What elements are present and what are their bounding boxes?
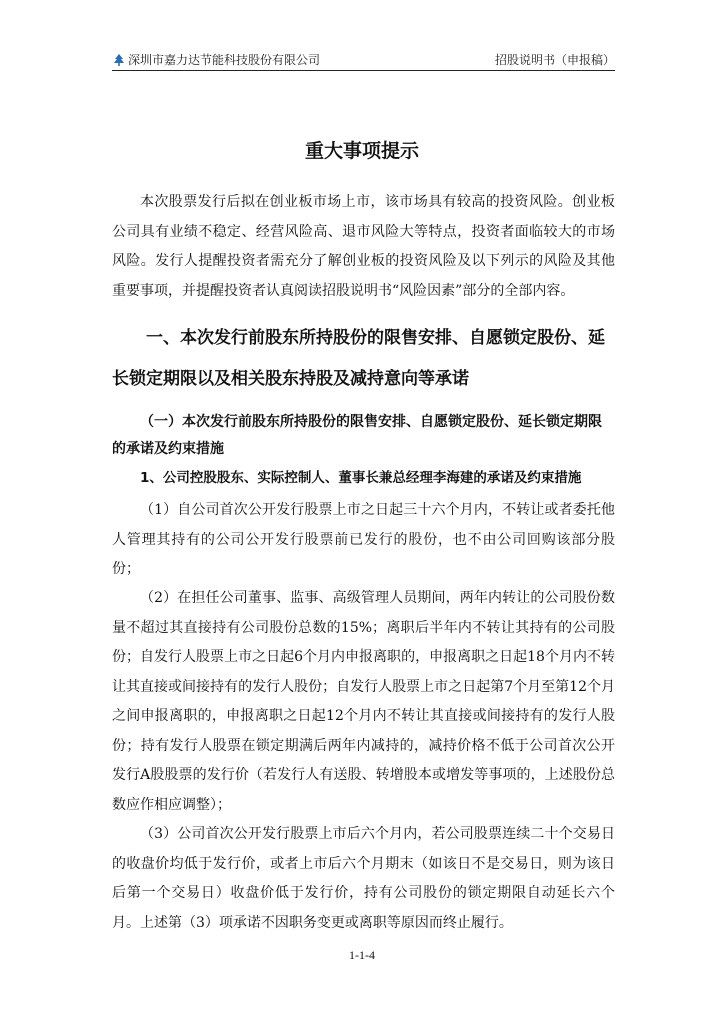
document-type: 招股说明书（申报稿）: [494, 53, 615, 67]
subsection-heading-1: （一）本次发行前股东所持股份的限售安排、自愿锁定股份、延长锁定期限的承诺及约束措施: [112, 414, 602, 457]
page-number: 1-1-4: [349, 948, 375, 962]
item-heading-1: 1、公司控股股东、实际控制人、董事长兼总经理李海建的承诺及约束措施: [140, 470, 582, 486]
commitment-paragraph-3: （3）公司首次公开发行股票上市后六个月内，若公司股票连续二十个交易日的收盘价均低于发行价，或者上市后六个月期末（如该日不是交易日，则为该日后第一个交易日）收盘价低于发行价，持有公司股份的锁定期限自动延长六个月。上述第（3）项承诺不因职务变更或离职等原因而终止履行。: [112, 826, 615, 931]
tree-logo-icon: [112, 53, 126, 67]
company-name: 深圳市嘉力达节能科技股份有限公司: [128, 53, 321, 67]
intro-paragraph: 本次股票发行后拟在创业板市场上市，该市场具有较高的投资风险。创业板公司具有业绩不稳定、经营风险高、退市风险大等特点，投资者面临较大的市场风险。发行人提醒投资者需充分了解创业板的投资风险及以下列示的风险及其他重要事项，并提醒投资者认真阅读招股说明书“风险因素”部分的全部内容。: [112, 194, 615, 299]
commitment-paragraph-1: （1）自公司首次公开发行股票上市之日起三十六个月内，不转让或者委托他人管理其持有的公司公开发行股票前已发行的股份，也不由公司回购该部分股份；: [112, 502, 615, 577]
header-left: [112, 51, 320, 68]
page-header: [112, 48, 615, 71]
commitment-paragraph-2: （2）在担任公司董事、监事、高级管理人员期间，两年内转让的公司股份数量不超过其直接持有公司股份总数的15%；离职后半年内不转让其持有的公司股份；自发行人股票上市之日起6个月内申报离职的，申报离职之日起18个月内不转让其直接或间接持有的发行人股份；自发行人股票上市之日起第7个月至第12个月之间申报离职的，申报离职之日起12个月内不转让其直接或间接持有的发行人股份；持有发行人股票在锁定期满后两年内减持的，减持价格不低于公司首次公开发行A股股票的发行价（若发行人有送股、转增股本或增发等事项的，上述股份总数应作相应调整）；: [112, 590, 615, 813]
section-heading-1: 一、本次发行前股东所持股份的限售安排、自愿锁定股份、延长锁定期限以及相关股东持股及减持意向等承诺: [112, 328, 605, 389]
page-title: 重大事项提示: [304, 140, 419, 162]
